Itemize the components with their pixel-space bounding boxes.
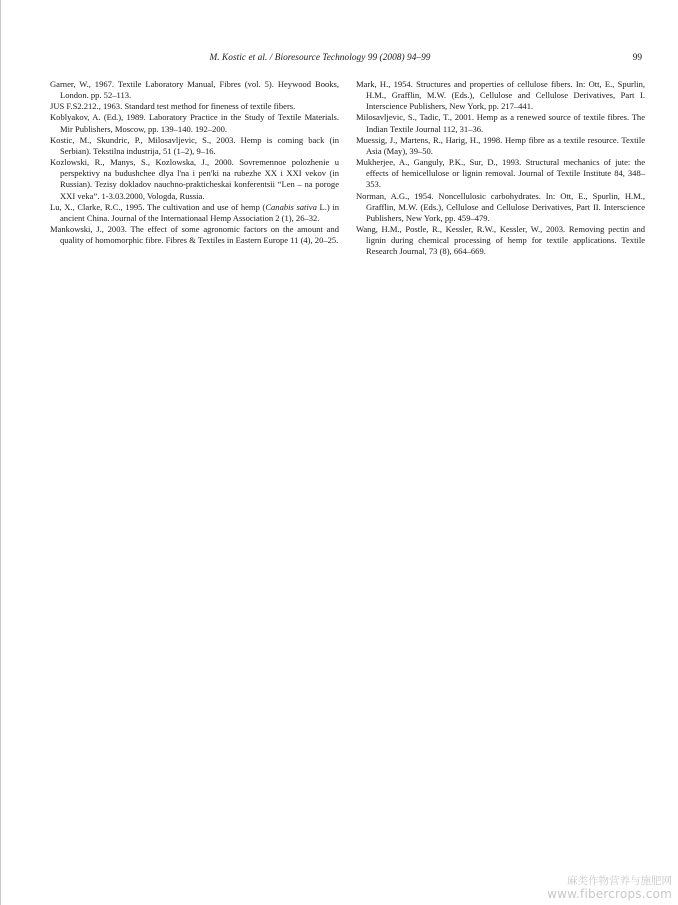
reference-item: Mankowski, J., 2003. The effect of some agronomic factors on the amount and quality of homomorphic fibre. Fibres & Textiles in Eastern Europe 11 (4), 20–25. [50, 224, 339, 246]
reference-item: Kozlowski, R., Manys, S., Kozlowska, J., 2000. Sovremennoe polozhenie u perspektivy na budushchee dlya l'na i pen'ki na rubezhe XX i XXI vekov (in Russian). Tezisy dokladov nauchno-prakticheskai konferentsii “Len – na poroge XXI veka”. 1-3.03.2000, Vologda, Russia. [50, 157, 339, 201]
reference-item: Kostic, M., Skundric, P., Milosavljevic, S., 2003. Hemp is coming back (in Serbian). Tekstilna industrija, 51 (1–2), 9–16. [50, 134, 339, 156]
species-name: Canabis sativa [265, 201, 317, 212]
page-number: 99 [632, 53, 642, 63]
reference-item: Norman, A.G., 1954. Noncellulosic carbohydrates. In: Ott, E., Spurlin, H.M., Grafflin, M.W. (Eds.), Cellulose and Cellulose Derivatives, Part II. Interscience Publishers, New York, pp. 459–479. [356, 190, 645, 223]
watermark-url: www.fibercrops.com [547, 887, 672, 901]
reference-item: Mark, H., 1954. Structures and properties of cellulose fibers. In: Ott, E., Spurlin, H.M., Grafflin, M.W. (Eds.), Cellulose and Cellulose Derivatives, Part I. Interscience Publishers, New York, pp. 217–441. [356, 79, 645, 112]
watermark-title: 麻类作物营养与施肥网 [567, 875, 672, 887]
page-edge-rule [0, 0, 1, 905]
reference-item: Garner, W., 1967. Textile Laboratory Manual, Fibres (vol. 5). Heywood Books, London. pp. 52–113. [50, 79, 339, 101]
running-head: M. Kostic et al. / Bioresource Technology 99 (2008) 94–99 [209, 53, 431, 63]
reference-item: Milosavljevic, S., Tadic, T., 2001. Hemp as a renewed source of textile fibres. The Indian Textile Journal 112, 31–36. [356, 112, 645, 134]
reference-item: Lu, X., Clarke, R.C., 1995. The cultivation and use of hemp (Canabis sativa L.) in ancient China. Journal of the Internationaal Hemp Association 2 (1), 26–32. [50, 201, 339, 223]
reference-item: JUS F.S2.212., 1963. Standard test method for fineness of textile fibers. [50, 101, 296, 112]
references-column-left [50, 79, 339, 246]
reference-item: Wang, H.M., Postle, R., Kessler, R.W., Kessler, W., 2003. Removing pectin and lignin during chemical processing of hemp for textile applications. Textile Research Journal, 73 (8), 664–669. [356, 224, 645, 257]
reference-item: Koblyakov, A. (Ed.), 1989. Laboratory Practice in the Study of Textile Materials. Mir Publishers, Moscow, pp. 139–140. 192–200. [50, 112, 339, 134]
references-column-right [356, 79, 645, 258]
reference-item: Muessig, J., Martens, R., Harig, H., 1998. Hemp fibre as a textile resource. Textile Asia (May), 39–50. [356, 134, 645, 156]
watermark [547, 875, 672, 901]
reference-item: Mukherjee, A., Ganguly, P.K., Sur, D., 1993. Structural mechanics of jute: the effects of hemicellulose or lignin removal. Journal of Textile Institute 84, 348–353. [356, 157, 645, 190]
